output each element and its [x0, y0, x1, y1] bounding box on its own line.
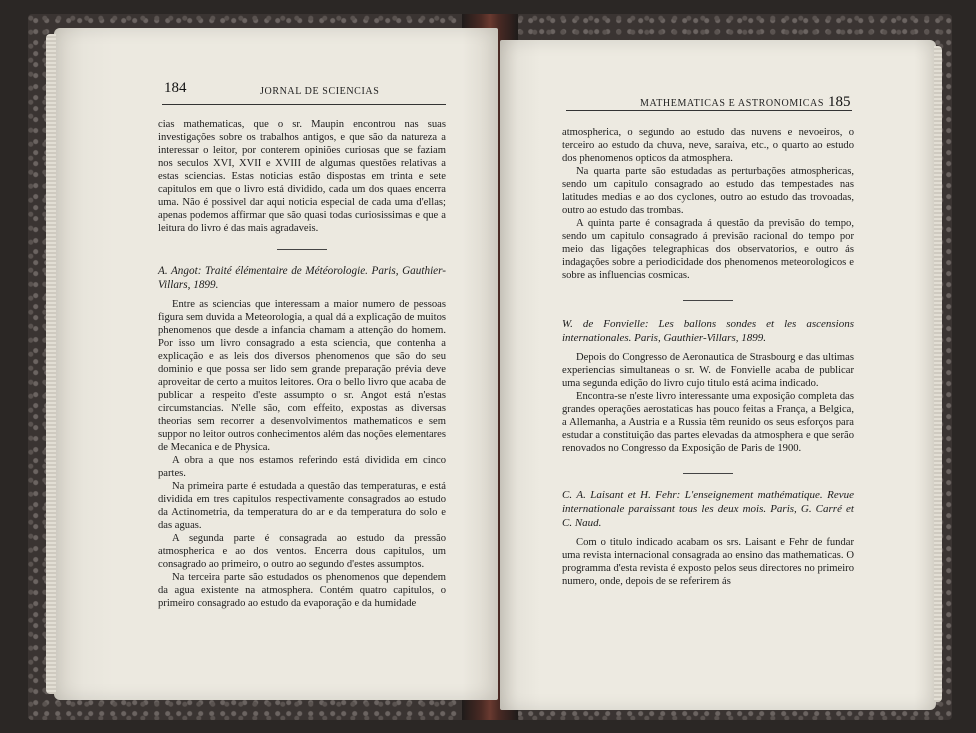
book-reference: A. Angot: Traité élémentaire de Météorologie. Paris, Gauthier-Villars, 1899.	[158, 265, 446, 291]
page-edges-right	[934, 46, 942, 702]
paragraph: Encontra-se n'este livro interessante uma exposição completa das grandes operações aerostaticas has pouco feitas a França, a Belgica, a Allemanha, a Austria e a Russia têm reunido os seus esforços para estudar a constituição das partes elevadas da atmosphera e que serão renovados no Congresso da Exposição de Paris de 1900.	[562, 391, 854, 454]
page-edges-left	[46, 34, 56, 694]
right-page	[500, 40, 936, 710]
section-separator	[683, 473, 733, 474]
left-text-column	[158, 118, 446, 610]
paragraph: Na quarta parte são estudadas as perturbações atmosphericas, sendo um capitulo consagrado ao estudo das tempestades nas latitudes medias e ao dos cyclones, outro ao estudo das trovoadas, outro ao estudo das trombas.	[562, 166, 854, 216]
paragraph: cias mathematicas, que o sr. Maupin encontrou nas suas investigações sobre os trabalhos antigos, e que são da natureza a interessar o leitor, por conterem opiniões curiosas que se faziam nos seculos XVI, XVII e XVIII de algumas questões relativas a estas sciencias. Estas noticias estão dispostas em trinta e sete capitulos em que o livro está dividido, cada um dos quaes encerra uma. Não é possivel dar aqui noticia especial de cada uma d'ellas; apenas podemos affirmar que são quasi todas curiosissimas e que a leitura do livro é das mais agradaveis.	[158, 119, 446, 234]
left-page	[54, 28, 498, 700]
running-head: JORNAL DE SCIENCIAS	[260, 86, 380, 97]
book-reference: W. de Fonvielle: Les ballons sondes et les ascensions internationales. Paris, Gauthier-Villars, 1899.	[562, 318, 854, 344]
section-separator	[683, 300, 733, 301]
paragraph: atmospherica, o segundo ao estudo das nuvens e nevoeiros, o terceiro ao estudo da chuva, neve, saraiva, etc., o quarto ao estudo dos phenomenos opticos da atmosphera.	[562, 127, 854, 164]
section-separator	[277, 249, 327, 250]
page-number: 184	[164, 80, 187, 96]
paragraph: A obra a que nos estamos referindo está dividida em cinco partes.	[158, 455, 446, 479]
header-rule	[162, 104, 446, 105]
paragraph: Entre as sciencias que interessam a maior numero de pessoas figura sem duvida a Meteorologia, a qual dá a explicação de muitos phenomenos que desde a infancia chamam a attenção do homem. Por isso um livro consagrado a esta sciencia, que contenha a explicação e as leis dos diversos phenomenos que são do seu dominio e que possa ser lido sem grande preparação prévia deve aproveitar de certo a muitos leitores. Ora o bello livro que acaba de publicar a respeito d'este assumpto o sr. Angot está n'estas circumstancias. N'elle são, com effeito, expostas as diversas theorias sem recorrer a desenvolvimentos mathematicos e sem suppor no leitor outros conhecimentos além das noções elementares de Mecanica e de Physica.	[158, 299, 446, 453]
header-rule	[566, 110, 852, 111]
paragraph: Depois do Congresso de Aeronautica de Strasbourg e das ultimas experiencias simultaneas o sr. W. de Fonvielle acaba de publicar uma segunda edição do livro cujo titulo está acima indicado.	[562, 352, 854, 389]
paragraph: Com o titulo indicado acabam os srs. Laisant e Fehr de fundar uma revista internacional consagrada ao ensino das mathematicas. O programma d'esta revista é exposto pelos seus directores no primeiro numero, onde, depois de se referirem ás	[562, 537, 854, 587]
paragraph: A segunda parte é consagrada ao estudo da pressão atmospherica e ao dos ventos. Encerra dous capitulos, um consagrado ao primeiro, o outro ao segundo d'estes assumptos.	[158, 533, 446, 570]
book-reference: C. A. Laisant et H. Fehr: L'enseignement mathématique. Revue internationale paraissant tous les deux mois. Paris, G. Carré et C. Naud.	[562, 489, 854, 529]
running-head: MATHEMATICAS E ASTRONOMICAS	[640, 98, 824, 109]
paragraph: Na primeira parte é estudada a questão das temperaturas, e está dividida em tres capitulos respectivamente consagrados ao estudo da Actinometria, da temperatura do ar e da temperatura do solo e das aguas.	[158, 481, 446, 531]
page-number: 185	[828, 94, 851, 110]
paragraph: Na terceira parte são estudados os phenomenos que dependem da agua existente na atmosphera. Contém quatro capitulos, o primeiro consagrado ao estudo da evaporação e da humidade	[158, 572, 446, 609]
right-text-column	[562, 126, 854, 588]
paragraph: A quinta parte é consagrada á questão da previsão do tempo, sendo um capitulo consagrado á previsão racional do tempo por meio das ligações telegraphicas dos observatorios, e outro ás indagações sobre a periodicidade dos phenomenos meteorologicos e sobre as influencias cosmicas.	[562, 218, 854, 281]
